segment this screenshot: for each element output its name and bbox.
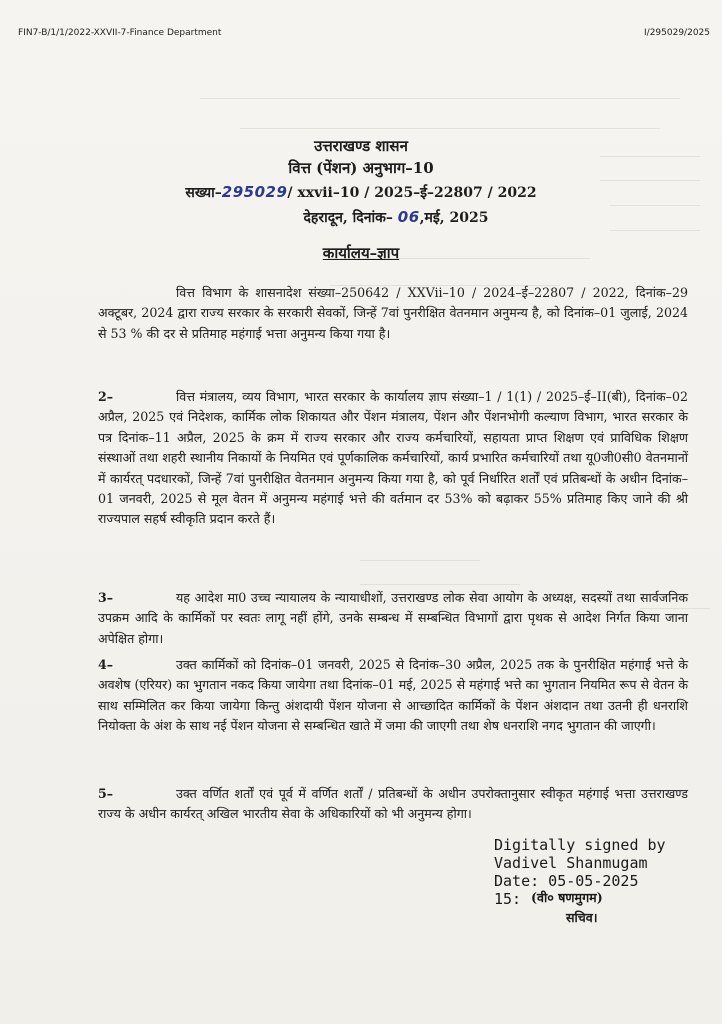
paragraph-text: वित्त मंत्रालय, व्यय विभाग, भारत सरकार के कार्यालय ज्ञाप संख्या–1 / 1(1) / 2025–ई–II(बी), दिनांक–02 अप्रैल, 2025 एवं निदेशक, कार्मिक लोक शिकायत और पेंशन मंत्रालय, पेंशन और पेंशनभोगी कल्याण विभाग, भारत सरकार के पत्र दिनांक–11 अप्रैल, 2025 के क्रम में राज्य सरकार और राज्य कर्मचारियों, सहायता प्राप्त शिक्षण एवं प्राविधिक शिक्षण संस्थाओं तथा शहरी स्थानीय निकायों के नियमित एवं पूर्णकालिक कर्मचारियों, कार्य प्रभारित कर्मचारियों तथा यू0जी0सी0 वेतनमानों में कार्यरत् पदधारकों, जिन्हें 7वां पुनरीक्षित वेतनमान अनुमन्य किया गया है, को पूर्व निर्धारित शर्तों एवं प्रतिबन्धों के अधीन दिनांक–01 जनवरी, 2025 से मूल वेतन में अनुमन्य महंगाई भत्ते की वर्तमान दर 53% को बढ़ाकर 55% प्रतिमाह किए जाने की श्री राज्यपाल सहर्ष स्वीकृति प्रदान करते हैं। [98,389,688,527]
place-date-suffix: ,मई, 2025 [419,210,489,226]
document-title: कार्यालय–ज्ञाप [322,244,400,262]
paragraph-number: 4– [98,657,114,672]
signature-date: Date: 05-05-2025 [494,872,639,890]
paragraph-5 [98,784,688,825]
bleed-through-line [610,230,700,231]
file-number: I/295029/2025 [644,28,710,38]
paragraph-number: 3– [98,590,114,605]
paragraph-number: 5– [98,786,114,801]
signer-designation: सचिव। [566,910,598,925]
signature-time: 15: [494,890,522,908]
paragraph-text: उक्त वर्णित शर्तों एवं पूर्व में वर्णित शर्तों / प्रतिबन्धों के अधीन उपरोक्तानुसार स्वीकृत महंगाई भत्ता उत्तराखण्ड राज्य के अधीन कार्यरत् अखिल भारतीय सेवा के अधिकारियों को भी अनुमन्य होगा। [98,786,688,822]
bleed-through-line [240,128,660,129]
order-number [0,181,722,204]
paragraph-text: उक्त कार्मिकों को दिनांक–01 जनवरी, 2025 से दिनांक–30 अप्रैल, 2025 तक के पुनरीक्षित महंगाई भत्ते के अवशेष (एरियर) का भुगतान नकद किया जायेगा तथा दिनांक–01 मई, 2025 से महंगाई भत्ते का भुगतान नियमित रूप से वेतन के साथ सम्मिलित कर किया जायेगा किन्तु अंशदायी पेंशन योजना से आच्छादित कार्मिकों के पेंशन अंशदान तथा उतनी ही धनराशि नियोक्ता के अंश के साथ नई पेंशन योजना से सम्बन्धित खाते में जमा की जाएगी तथा शेष धनराशि नगद भुगतान की जाएगी। [98,657,688,734]
paragraph-4 [98,655,688,737]
bleed-through-line [360,560,480,561]
signature-line: Digitally signed by [494,836,666,854]
file-reference: FIN7-B/1/1/2022-XXVII-7-Finance Department [18,28,222,38]
government-name: उत्तराखण्ड शासन [314,137,408,155]
paragraph-3 [98,588,688,649]
order-prefix: सख्या– [185,185,222,201]
signature-name: Vadivel Shanmugam [494,854,648,872]
bleed-through-line [200,98,680,99]
order-handwritten-number: 295029 [221,183,288,201]
place-date-prefix: देहरादून, दिनांक– [303,210,393,226]
place-date [70,206,722,229]
order-suffix: / xxvii–10 / 2025–ई–22807 / 2022 [287,185,537,201]
date-handwritten: 06 [397,208,420,226]
paragraph-1 [98,283,688,344]
paragraph-2 [98,387,688,530]
letter-header [0,136,722,229]
signer-name-hindi: (वी० षणमुगम) [531,890,603,905]
paragraph-number: 2– [98,389,114,404]
paragraph-text: यह आदेश मा0 उच्च न्यायालय के न्यायाधीशों, उत्तराखण्ड लोक सेवा आयोग के अध्यक्ष, सदस्यों तथा सार्वजनिक उपक्रम आदि के कार्मिकों पर स्वतः लागू नहीं होंगे, उनके सम्बन्ध में सम्बन्धित विभागों द्वारा पृथक से आदेश निर्गत किया जाना अपेक्षित होगा। [98,590,688,646]
bleed-through-line [360,584,520,585]
paragraph-text: वित्त विभाग के शासनादेश संख्या–250642 / XXVii–10 / 2024–ई–22807 / 2022, दिनांक–29 अक्टूबर, 2024 द्वारा राज्य सरकार के सरकारी सेवकों, जिन्हें 7वां पुनरीक्षित वेतनमान अनुमन्य है, को दिनांक–01 जुलाई, 2024 से 53 % की दर से प्रतिमाह महंगाई भत्ता अनुमन्य किया गया है। [98,285,688,341]
department-name: वित्त (पेंशन) अनुभाग–10 [288,159,434,177]
